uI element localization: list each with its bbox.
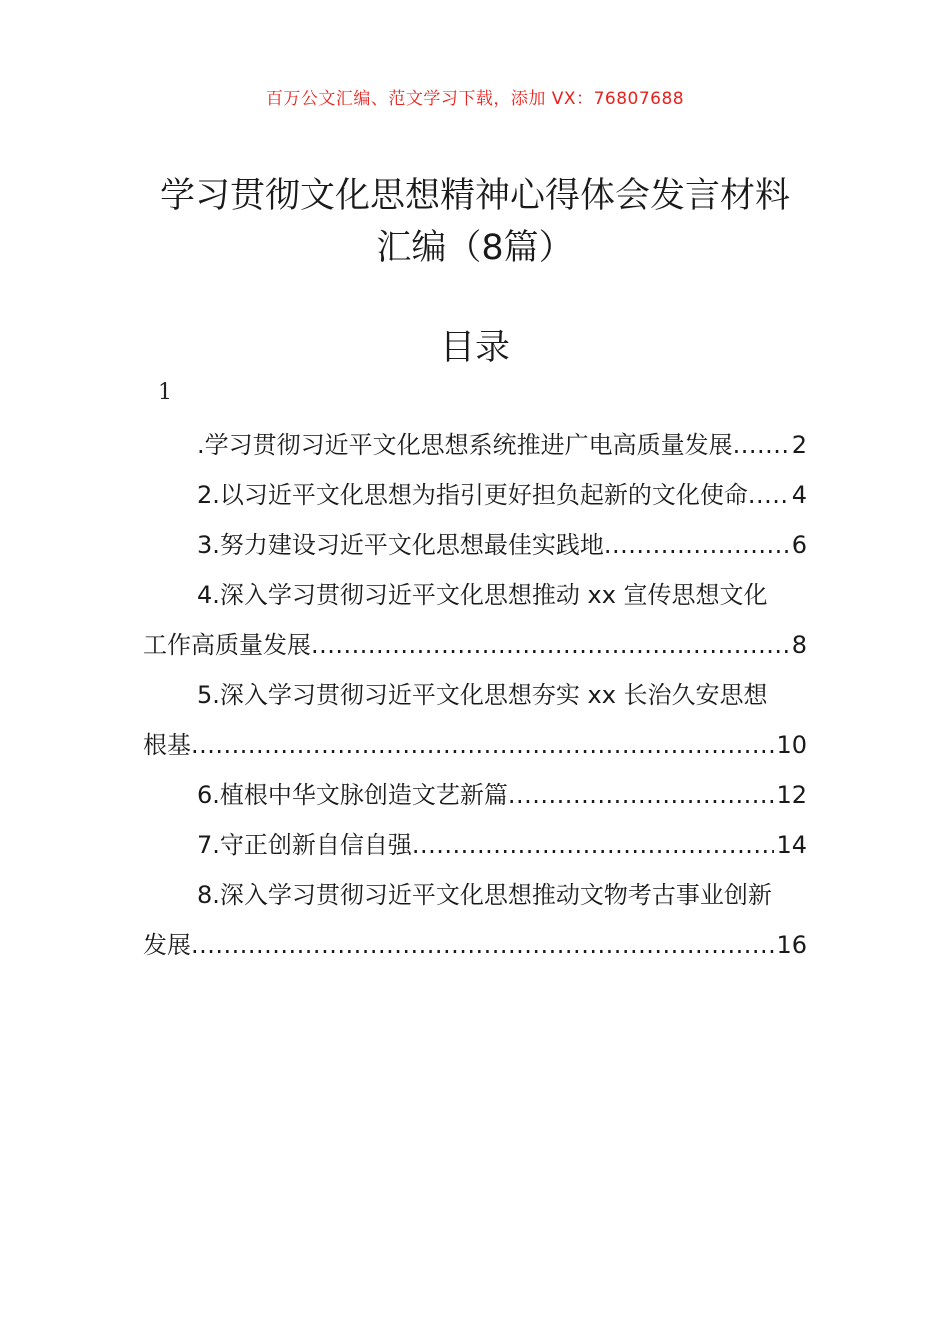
toc-entry-page: 2 [791,431,807,459]
toc-leader-dots [311,620,790,670]
toc-entry-6[interactable] [143,770,807,820]
toc-leader-dots [508,770,775,820]
table-of-contents [143,420,807,970]
toc-entry-title: .学习贯彻习近平文化思想系统推进广电高质量发展 [197,431,733,459]
toc-entry-page: 14 [776,831,807,859]
toc-entry-title: 2.以习近平文化思想为指引更好担负起新的文化使命 [197,481,748,509]
toc-leader-dots [733,420,790,470]
toc-entry-title: 6.植根中华文脉创造文艺新篇 [197,781,508,809]
toc-entry-title-line-1: 5.深入学习贯彻习近平文化思想夯实 xx 长治久安思想 [197,681,768,709]
toc-entry-title: 7.守正创新自信自强 [197,831,412,859]
toc-entry-title-line-2: 发展 [143,931,191,959]
toc-leader-dots [191,720,774,770]
toc-leader-dots [748,470,790,520]
toc-entry-3[interactable] [143,520,807,570]
document-title-line-1: 学习贯彻文化思想精神心得体会发言材料 [159,176,790,216]
toc-entry-8[interactable] [143,870,807,970]
toc-entry-title: 3.努力建设习近平文化思想最佳实践地 [197,531,604,559]
toc-entry-page: 4 [791,481,807,509]
toc-entry-title-line-2: 工作高质量发展 [143,631,311,659]
toc-entry-page: 12 [776,781,807,809]
toc-leader-dots [412,820,775,870]
toc-heading: 目录 [439,328,510,368]
toc-entry-title-line-1: 8.深入学习贯彻习近平文化思想推动文物考古事业创新 [197,881,772,909]
toc-leader-dots [604,520,790,570]
header-promo-note: 百万公文汇编、范文学习下载，添加 VX：76807688 [265,89,685,109]
toc-entry-page: 16 [776,931,807,959]
toc-entry-title-line-2: 根基 [143,731,191,759]
toc-entry-title-line-1: 4.深入学习贯彻习近平文化思想推动 xx 宣传思想文化 [197,581,768,609]
document-title-line-2: 汇编（8篇） [376,228,574,268]
toc-entry-1[interactable] [143,420,807,470]
toc-entry-page: 6 [791,531,807,559]
toc-entry-2[interactable] [143,470,807,520]
toc-entry-7[interactable] [143,820,807,870]
toc-entry-4[interactable] [143,570,807,670]
toc-leader-dots [191,920,774,970]
toc-entry-page: 10 [776,731,807,759]
stray-number: 1 [158,380,172,405]
document-title [110,170,840,274]
toc-entry-5[interactable] [143,670,807,770]
toc-entry-page: 8 [791,631,807,659]
